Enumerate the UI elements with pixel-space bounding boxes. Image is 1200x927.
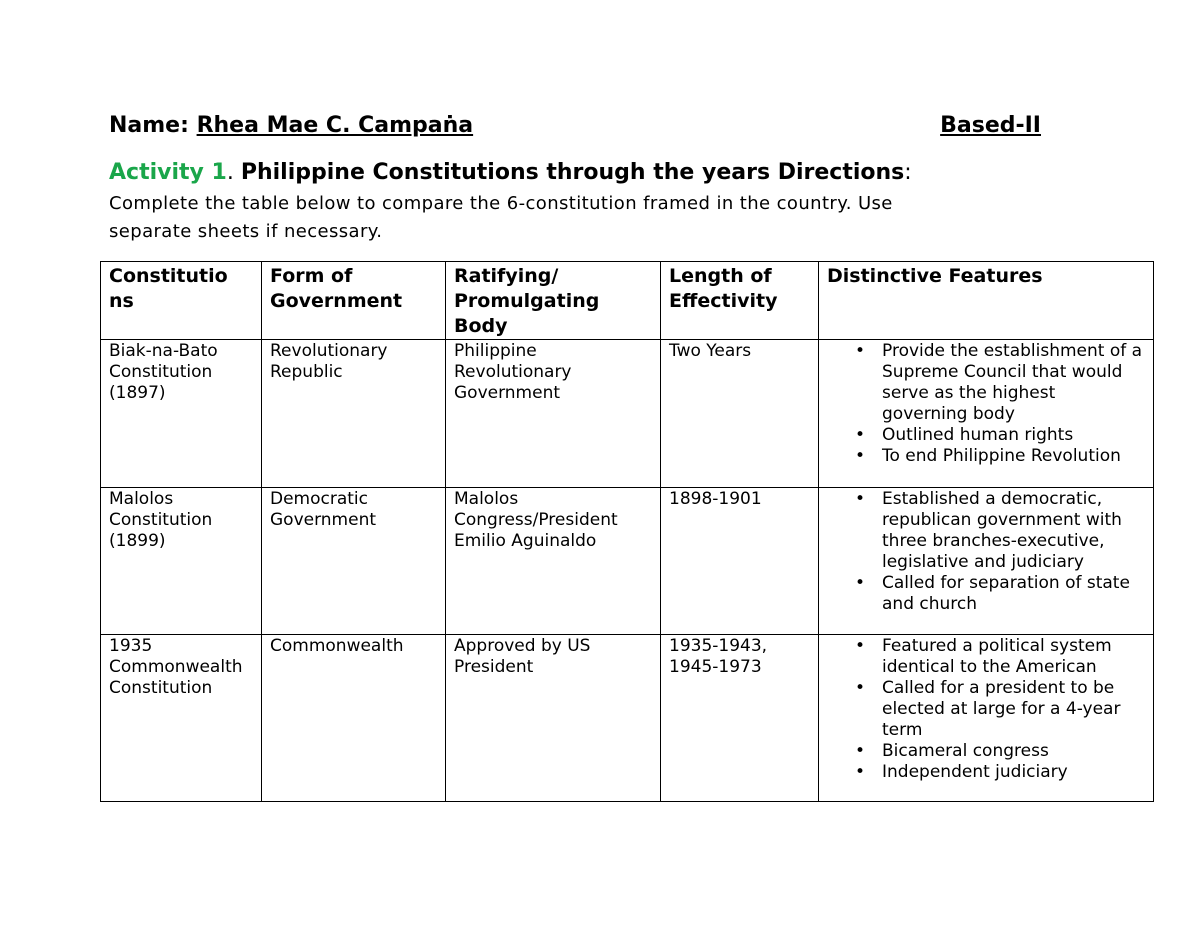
activity-heading: Philippine Constitutions through the years Directions — [240, 160, 905, 185]
cell-body: Approved by US President — [446, 635, 661, 802]
column-header-length: Length of Effectivity — [661, 262, 819, 340]
instructions-line-2: separate sheets if necessary. — [109, 221, 383, 242]
activity-label: Activity 1 — [109, 160, 227, 185]
table-row — [101, 340, 1154, 488]
feature-item: • Established a democratic, republican government with three branches-executive, legislative and judiciary — [882, 489, 1145, 573]
student-name: Rhea Mae C. Campaṅa — [196, 113, 474, 138]
cell-length: 1898-1901 — [661, 488, 819, 635]
cell-features — [819, 488, 1154, 635]
cell-body: Philippine Revolutionary Government — [446, 340, 661, 488]
feature-item: • Outlined human rights — [882, 425, 1145, 446]
header-line — [109, 112, 1041, 140]
activity-title — [109, 158, 1109, 188]
cell-body: Malolos Congress/President Emilio Aguinaldo — [446, 488, 661, 635]
cell-form: Democratic Government — [262, 488, 446, 635]
cell-length: 1935-1943, 1945-1973 — [661, 635, 819, 802]
features-list — [827, 636, 1145, 783]
constitutions-table — [100, 261, 1154, 802]
feature-item: • Independent judiciary — [882, 762, 1145, 783]
feature-item: • To end Philippine Revolution — [882, 446, 1145, 467]
feature-item: • Called for separation of state and church — [882, 573, 1145, 615]
cell-constitution: 1935 Commonwealth Constitution — [101, 635, 262, 802]
column-header-features: Distinctive Features — [819, 262, 1154, 340]
cell-features — [819, 340, 1154, 488]
feature-item: • Called for a president to be elected at large for a 4-year term — [882, 678, 1145, 741]
column-header-constitutions: Constitutio ns — [101, 262, 262, 340]
table-row — [101, 635, 1154, 802]
cell-constitution: Biak-na-Bato Constitution (1897) — [101, 340, 262, 488]
feature-item: • Bicameral congress — [882, 741, 1145, 762]
column-header-body: Ratifying/ Promulgating Body — [446, 262, 661, 340]
instructions — [109, 190, 1009, 246]
table-header-row — [101, 262, 1154, 340]
cell-features — [819, 635, 1154, 802]
feature-item: • Featured a political system identical to the American — [882, 636, 1145, 678]
cell-length: Two Years — [661, 340, 819, 488]
cell-constitution: Malolos Constitution (1899) — [101, 488, 262, 635]
cell-form: Commonwealth — [262, 635, 446, 802]
instructions-line-1: Complete the table below to compare the 6-constitution framed in the country. Use — [109, 193, 893, 214]
cell-form: Revolutionary Republic — [262, 340, 446, 488]
features-list — [827, 341, 1145, 467]
column-header-form: Form of Government — [262, 262, 446, 340]
activity-colon: : — [904, 160, 912, 185]
table-row — [101, 488, 1154, 635]
activity-separator: . — [226, 160, 234, 185]
section-label: Based-II — [940, 113, 1041, 138]
features-list — [827, 489, 1145, 615]
name-label: Name: — [109, 113, 189, 138]
feature-item: • Provide the establishment of a Supreme Council that would serve as the highest governing body — [882, 341, 1145, 425]
